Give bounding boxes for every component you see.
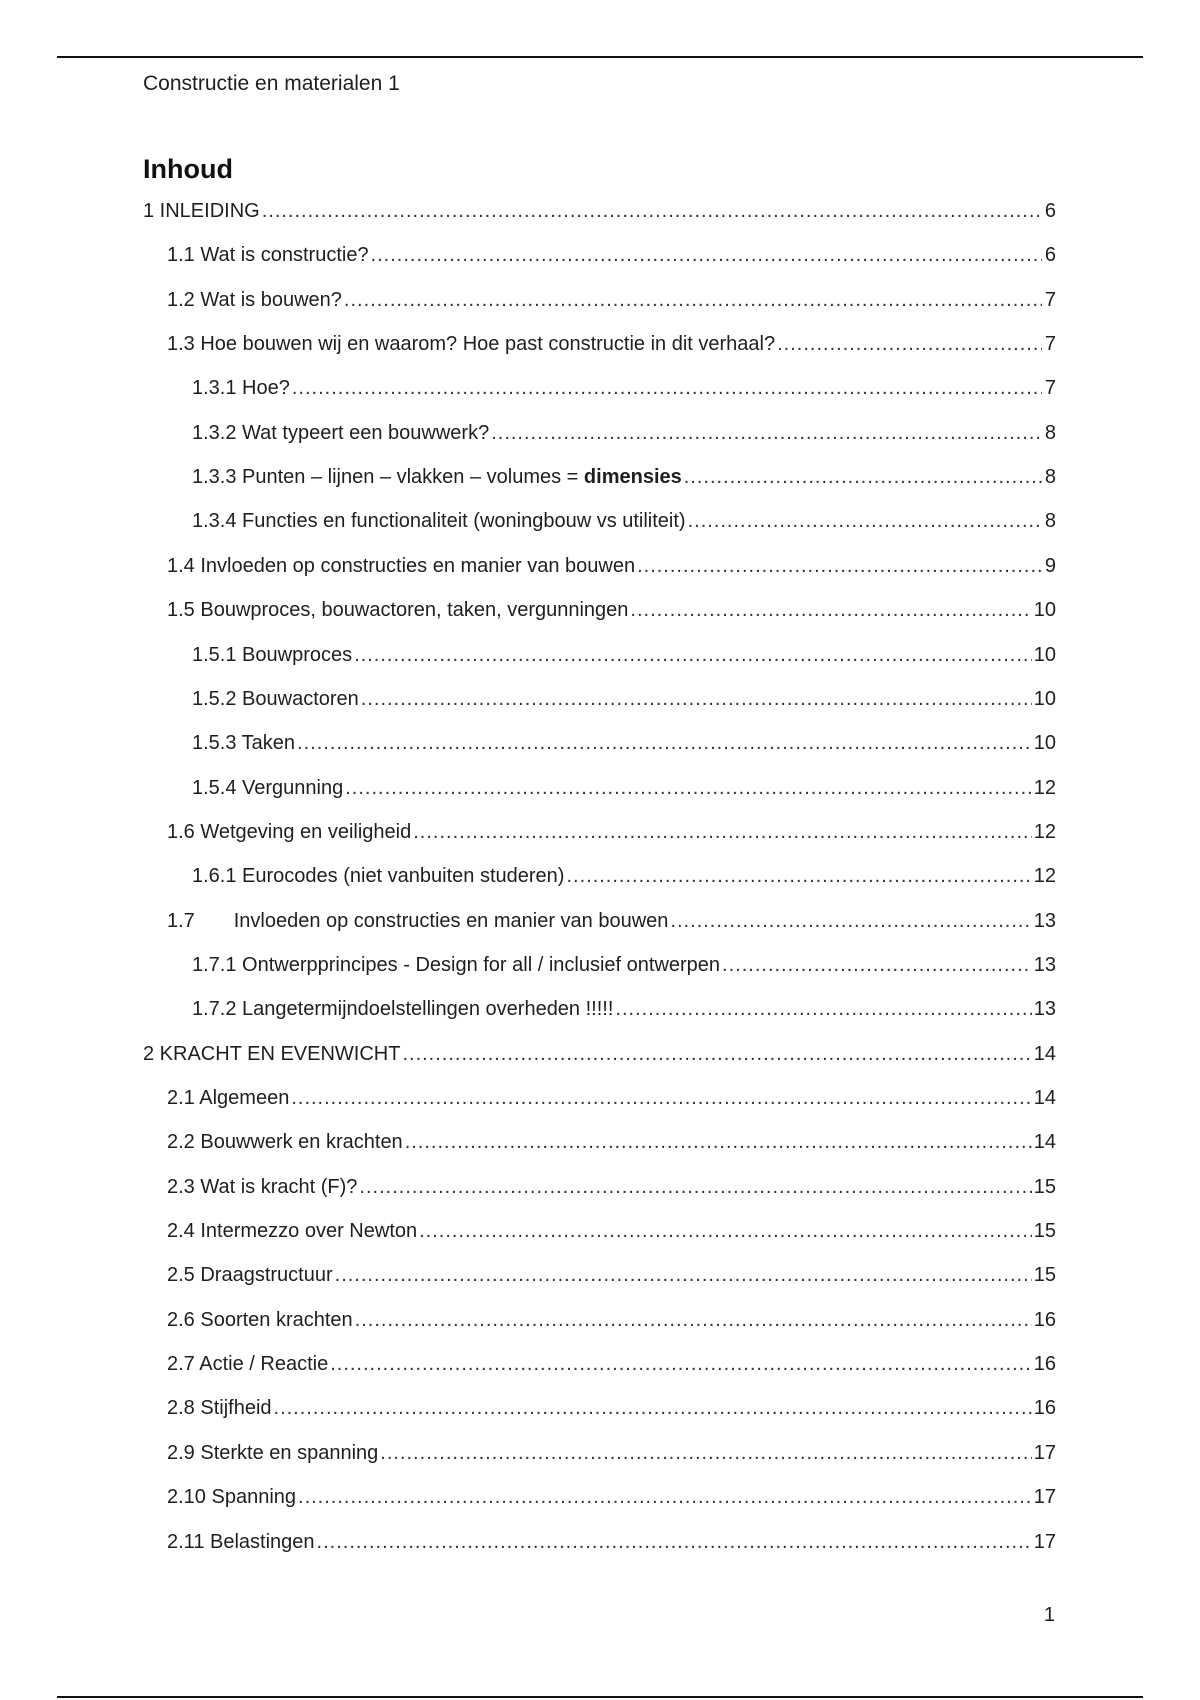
dot-leader: [354, 640, 1032, 670]
toc-entry[interactable]: [143, 240, 1056, 270]
toc-entry-text: 1.7.2 Langetermijndoelstellingen overheden !!!!!: [192, 998, 614, 1021]
toc-entry-text: 2.2 Bouwwerk en krachten: [167, 1131, 403, 1154]
dot-leader: [566, 861, 1031, 891]
dot-leader: [361, 684, 1032, 714]
toc-entry-page: 14: [1033, 1087, 1056, 1109]
toc-entry-text: 2.5 Draagstructuur: [167, 1264, 333, 1287]
toc-entry-title: [192, 994, 613, 1024]
toc-entry[interactable]: [143, 595, 1056, 625]
dot-leader: [292, 373, 1042, 403]
toc-entry[interactable]: [143, 285, 1056, 315]
dot-leader: [330, 1349, 1032, 1379]
toc-entry-page: 8: [1044, 510, 1056, 533]
header-rule: [57, 56, 1143, 58]
toc-entry[interactable]: [143, 728, 1056, 758]
toc-entry-page: 15: [1033, 1220, 1056, 1243]
toc-entry[interactable]: [143, 329, 1056, 359]
toc-entry-page: 10: [1033, 599, 1056, 622]
toc-entry-page: 16: [1033, 1308, 1056, 1331]
toc-entry-title: [167, 329, 775, 359]
toc-entry-title: [192, 506, 686, 536]
toc-entry[interactable]: [143, 373, 1056, 403]
dot-leader: [355, 1305, 1032, 1335]
toc-entry-text: 1.1 Wat is constructie?: [167, 244, 369, 267]
toc-entry-text: 1.2 Wat is bouwen?: [167, 288, 342, 311]
toc-entry-page: 8: [1044, 421, 1056, 444]
toc-entry-text: 1.3.2 Wat typeert een bouwwerk?: [192, 421, 490, 444]
toc-entry-title: [167, 1216, 417, 1246]
toc-entry[interactable]: [143, 640, 1056, 670]
toc-entry[interactable]: [143, 1438, 1056, 1468]
dot-leader: [615, 994, 1031, 1024]
toc-entry[interactable]: [143, 817, 1056, 847]
toc-entry[interactable]: [143, 196, 1056, 226]
toc-entry-page: 6: [1044, 200, 1056, 222]
toc-entry-page: 16: [1033, 1397, 1056, 1420]
toc-entry-page: 17: [1033, 1441, 1056, 1464]
toc-entry-text: 1 INLEIDING: [143, 200, 260, 222]
toc-entry-text: 2.8 Stijfheid: [167, 1397, 272, 1420]
toc-entry[interactable]: [143, 551, 1056, 581]
toc-entry[interactable]: [143, 1527, 1056, 1557]
toc-entry-page: 17: [1033, 1530, 1056, 1553]
toc-entry-text: 2.3 Wat is kracht (F)?: [167, 1175, 358, 1198]
toc-entry[interactable]: [143, 1260, 1056, 1290]
toc-entry-text: 1.5 Bouwproces, bouwactoren, taken, vergunningen: [167, 599, 629, 622]
toc-entry-title: [192, 418, 489, 448]
toc-entry-page: 13: [1033, 909, 1056, 932]
dot-leader: [491, 418, 1042, 448]
toc-entry[interactable]: [143, 462, 1056, 492]
page-number: 1: [1043, 1604, 1055, 1626]
dot-leader: [291, 1083, 1031, 1113]
toc-entry-text: 1.5.3 Taken: [192, 732, 296, 755]
dot-leader: [405, 1127, 1032, 1157]
toc-entry[interactable]: [143, 1393, 1056, 1423]
dot-leader: [722, 950, 1032, 980]
toc-entry-page: 8: [1044, 466, 1056, 489]
toc-entry-title: [143, 1039, 400, 1069]
running-header: Constructie en materialen 1: [143, 72, 400, 95]
toc-entry-text: 2.6 Soorten krachten: [167, 1308, 353, 1331]
toc-entry-title: [143, 196, 260, 226]
toc-entry[interactable]: [143, 1083, 1056, 1113]
dot-leader: [371, 240, 1042, 270]
toc-entry-text: 2.7 Actie / Reactie: [167, 1353, 329, 1376]
toc-entry-title: [167, 240, 369, 270]
footer-rule: [57, 1696, 1143, 1698]
toc-entry-text: 2.11 Belastingen: [167, 1530, 315, 1553]
toc-entry-page: 7: [1044, 288, 1056, 311]
toc-entry-page: 7: [1044, 377, 1056, 400]
dot-leader: [335, 1260, 1032, 1290]
dot-leader: [274, 1393, 1032, 1423]
toc-entry[interactable]: [143, 418, 1056, 448]
toc-entry-title: [167, 551, 635, 581]
toc-entry-text: 2.1 Algemeen: [167, 1087, 290, 1109]
dot-leader: [670, 906, 1031, 936]
toc-entry-title: [167, 285, 342, 315]
toc-entry-text: 2.9 Sterkte en spanning: [167, 1441, 379, 1464]
toc-entry-text: 1.3.1 Hoe?: [192, 377, 290, 400]
dot-leader: [684, 462, 1042, 492]
toc-entry[interactable]: [143, 906, 1056, 936]
toc-entry-text: 1.6 Wetgeving en veiligheid: [167, 820, 412, 843]
toc-entry-page: 15: [1033, 1175, 1056, 1198]
toc-entry-title: [167, 1438, 378, 1468]
toc-entry[interactable]: [143, 1172, 1056, 1202]
toc-entry-title: [192, 728, 295, 758]
toc-entry[interactable]: [143, 1127, 1056, 1157]
dot-leader: [262, 196, 1042, 226]
toc-entry-emphasis: dimensies: [583, 466, 682, 489]
dot-leader: [637, 551, 1042, 581]
toc-entry-title: [192, 640, 352, 670]
toc-entry-title: [167, 906, 668, 936]
dot-leader: [688, 506, 1042, 536]
toc-entry-page: 10: [1033, 732, 1056, 755]
dot-leader: [298, 1482, 1032, 1512]
dot-leader: [317, 1527, 1032, 1557]
dot-leader: [419, 1216, 1032, 1246]
toc-entry-page: 7: [1044, 333, 1056, 356]
toc-entry-title: [167, 1172, 357, 1202]
toc-entry-page: 10: [1033, 687, 1056, 710]
toc-entry[interactable]: [143, 994, 1056, 1024]
toc-entry[interactable]: [143, 1349, 1056, 1379]
toc-entry-title: [167, 1083, 289, 1113]
toc-entry[interactable]: [143, 950, 1056, 980]
toc-entry[interactable]: [143, 1482, 1056, 1512]
toc-entry-text: 1.3 Hoe bouwen wij en waarom? Hoe past constructie in dit verhaal?: [167, 333, 776, 356]
toc-entry-title: [167, 1349, 328, 1379]
toc-entry-page: 6: [1044, 244, 1056, 267]
toc-entry-title: [192, 861, 564, 891]
toc-entry[interactable]: [143, 773, 1056, 803]
toc-entry-text: 2.4 Intermezzo over Newton: [167, 1220, 418, 1243]
dot-leader: [402, 1039, 1031, 1069]
dot-leader: [297, 728, 1032, 758]
toc-entry-text: 1.4 Invloeden op constructies en manier van bouwen: [167, 554, 636, 577]
toc-entry-text: 1.5.2 Bouwactoren: [192, 687, 359, 710]
toc-entry-title: [167, 595, 628, 625]
toc-title: Inhoud: [143, 154, 233, 184]
toc-entry-text: 1.7 Invloeden op constructies en manier van bouwen: [167, 909, 669, 932]
toc-entry-page: 12: [1033, 865, 1056, 888]
toc-entry-title: [167, 1482, 296, 1512]
toc-entry-title: [192, 773, 343, 803]
toc-entry-page: 16: [1033, 1353, 1056, 1376]
toc-entry-page: 17: [1033, 1486, 1056, 1509]
dot-leader: [630, 595, 1031, 625]
toc-entry-text: 1.6.1 Eurocodes (niet vanbuiten studeren): [192, 865, 565, 888]
dot-leader: [359, 1172, 1031, 1202]
toc-entry[interactable]: [143, 1039, 1056, 1069]
toc-entry[interactable]: [143, 861, 1056, 891]
toc-entry-title: [192, 373, 290, 403]
toc-entry-text: 2 KRACHT EN EVENWICHT: [143, 1042, 401, 1065]
dot-leader: [345, 773, 1032, 803]
dot-leader: [777, 329, 1042, 359]
toc-entry-page: 10: [1033, 643, 1056, 666]
toc-entry-text: 1.7.1 Ontwerpprincipes - Design for all / inclusief ontwerpen: [192, 953, 721, 976]
dot-leader: [413, 817, 1032, 847]
toc-entry[interactable]: [143, 1305, 1056, 1335]
toc-entry[interactable]: [143, 1216, 1056, 1246]
toc-entry[interactable]: [143, 684, 1056, 714]
dot-leader: [344, 285, 1042, 315]
toc-entry-text: 1.5.4 Vergunning: [192, 776, 344, 799]
toc-entry-page: 12: [1033, 820, 1056, 843]
toc-entry-title: [167, 1127, 403, 1157]
toc-entry-text: 1.3.4 Functies en functionaliteit (woningbouw vs utiliteit): [192, 510, 686, 533]
toc-entry-title: [167, 1305, 353, 1335]
toc-entry-title: [167, 817, 411, 847]
toc-entry-page: 12: [1033, 776, 1056, 799]
toc-entry-title: [192, 950, 720, 980]
toc-entry-title: [192, 462, 682, 492]
toc-entry[interactable]: [143, 506, 1056, 536]
toc-entry-title: [167, 1527, 315, 1557]
toc-entry-page: 9: [1044, 554, 1056, 577]
toc-entry-text: 1.5.1 Bouwproces: [192, 643, 353, 666]
toc-entry-title: [167, 1260, 333, 1290]
dot-leader: [380, 1438, 1031, 1468]
toc-entry-title: [167, 1393, 272, 1423]
toc-entry-page: 15: [1033, 1264, 1056, 1287]
toc-entry-page: 13: [1033, 953, 1056, 976]
toc-entry-title: [192, 684, 359, 714]
toc-entry-page: 13: [1033, 998, 1056, 1021]
toc-entry-page: 14: [1033, 1042, 1056, 1065]
toc-entry-text: 1.3.3 Punten – lijnen – vlakken – volumes =: [192, 466, 584, 489]
toc-entry-page: 14: [1033, 1131, 1056, 1154]
toc-entry-text: 2.10 Spanning: [167, 1486, 297, 1509]
